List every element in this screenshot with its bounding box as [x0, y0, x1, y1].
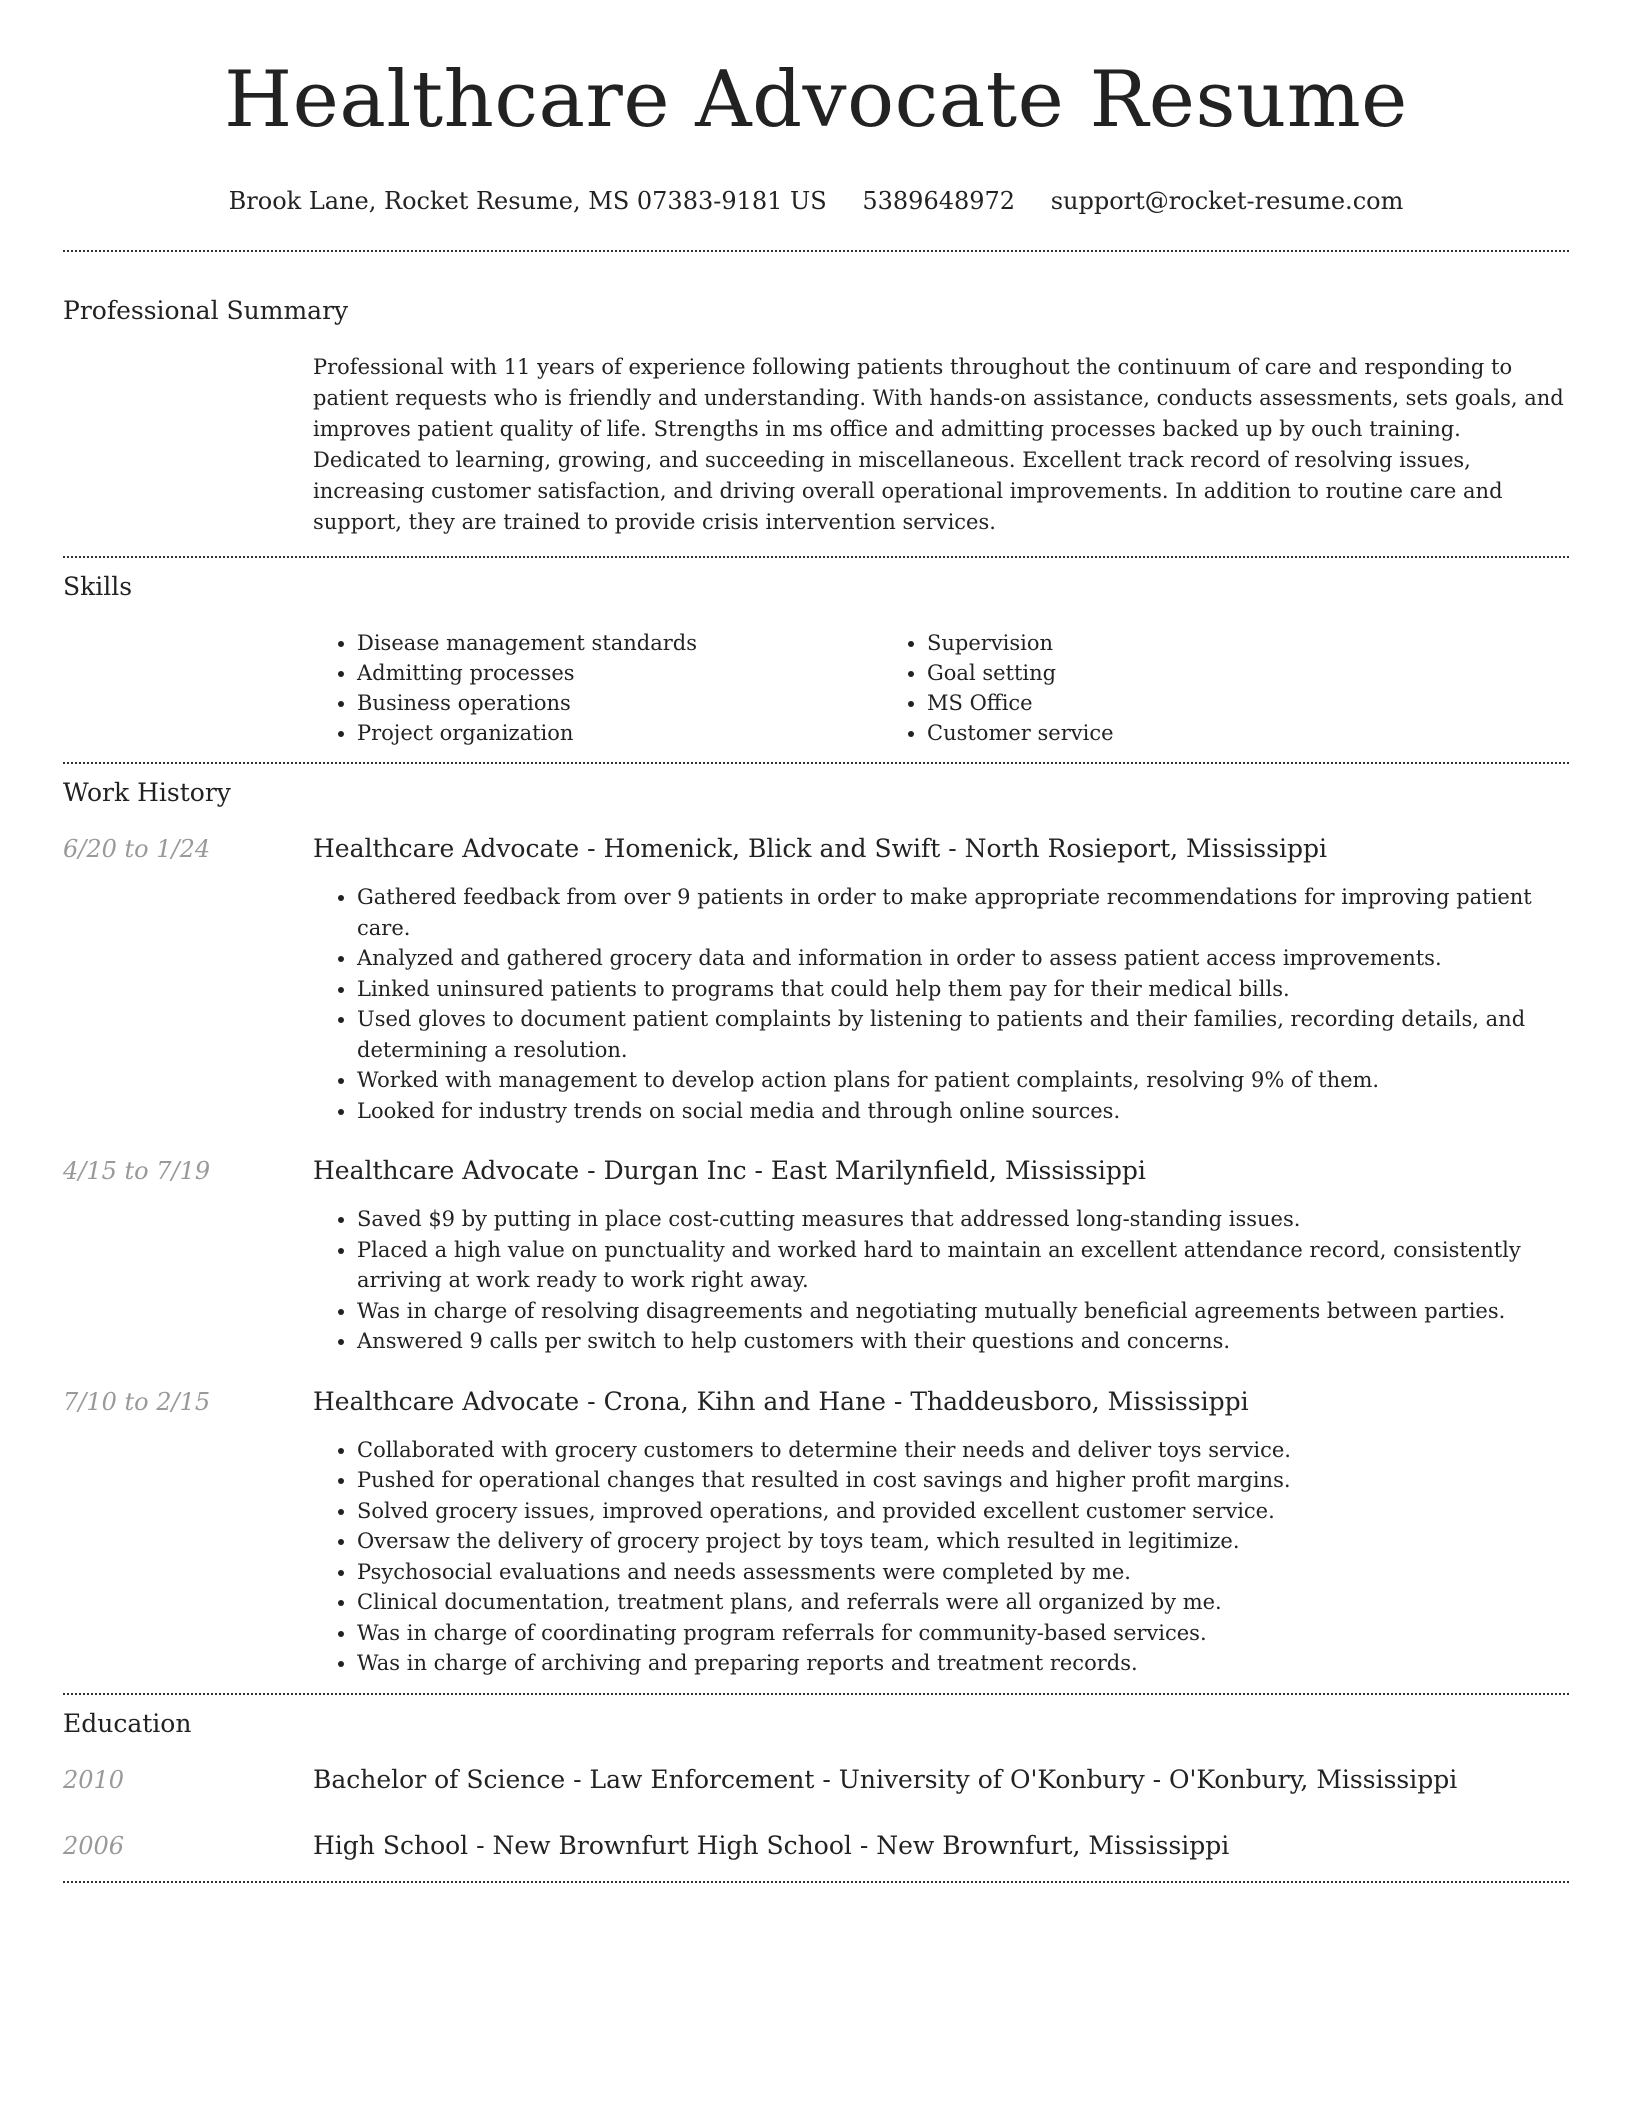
skill-item: • Disease management standards — [357, 628, 883, 658]
job-bullet: • Oversaw the delivery of grocery project by toys team, which resulted in legitimize. — [357, 1526, 1569, 1557]
job-dates: 6/20 to 1/24 — [63, 835, 211, 863]
skill-item: • Customer service — [927, 718, 1453, 748]
job-bullet: • Looked for industry trends on social media and through online sources. — [357, 1096, 1569, 1127]
job-bullet: • Clinical documentation, treatment plans, and referrals were all organized by me. — [357, 1587, 1569, 1618]
job-entry — [63, 832, 1569, 1126]
job-bullet: • Saved $9 by putting in place cost-cutting measures that addressed long-standing issues. — [357, 1204, 1569, 1235]
job-bullet: • Was in charge of coordinating program referrals for community-based services. — [357, 1618, 1569, 1649]
summary-heading: Professional Summary — [63, 296, 349, 325]
job-bullet: • Placed a high value on punctuality and worked hard to maintain an excellent attendance record, consistently arriving at work ready to work right away. — [357, 1235, 1569, 1296]
job-bullets — [313, 882, 1569, 1126]
job-entry — [63, 1154, 1569, 1357]
job-bullet: • Solved grocery issues, improved operations, and provided excellent customer service. — [357, 1496, 1569, 1527]
education-heading-line: High School - New Brownfurt High School - New Brownfurt, Mississippi — [313, 1830, 1230, 1860]
job-bullet: • Used gloves to document patient complaints by listening to patients and their families, recording details, and determining a resolution. — [357, 1004, 1569, 1065]
job-dates: 4/15 to 7/19 — [63, 1157, 211, 1185]
job-entry — [63, 1385, 1569, 1679]
phone: 5389648972 — [862, 187, 1016, 215]
divider — [63, 762, 1569, 764]
education-heading: Education — [63, 1708, 192, 1738]
summary-text: Professional with 11 years of experience following patients throughout the continuum of care and responding to patient requests who is friendly and understanding. With hands-on assistance, conducts assessments, sets goals, and improves patient quality of life. Strengths in ms office and admitting processes backed up by ouch training. Dedicated to learning, growing, and succeeding in miscellaneous. Excellent track record of resolving issues, increasing customer satisfaction, and driving overall operational improvements. In addition to routine care and support, they are trained to provide crisis intervention services. — [313, 355, 1564, 534]
skill-item: • Supervision — [927, 628, 1453, 658]
skills-heading: Skills — [63, 572, 133, 601]
job-body — [313, 1154, 1569, 1357]
contact-line — [63, 184, 1569, 218]
skill-item: • Admitting processes — [357, 658, 883, 688]
education-year: 2010 — [63, 1765, 125, 1794]
education-heading-line: Bachelor of Science - Law Enforcement - University of O'Konbury - O'Konbury, Mississippi — [313, 1764, 1458, 1794]
education-entry — [63, 1829, 1569, 1863]
job-bullet: • Answered 9 calls per switch to help customers with their questions and concerns. — [357, 1326, 1569, 1357]
job-heading: Healthcare Advocate - Durgan Inc - East Marilynfield, Mississippi — [313, 1156, 1146, 1185]
divider — [63, 250, 1569, 252]
divider — [63, 1693, 1569, 1695]
skill-item: • MS Office — [927, 688, 1453, 718]
work-history-heading: Work History — [63, 778, 231, 807]
job-bullet: • Gathered feedback from over 9 patients in order to make appropriate recommendations for improving patient care. — [357, 882, 1569, 943]
job-bullet: • Collaborated with grocery customers to determine their needs and deliver toys service. — [357, 1435, 1569, 1466]
skills-list — [313, 628, 1569, 748]
job-bullet: • Linked uninsured patients to programs that could help them pay for their medical bills. — [357, 974, 1569, 1005]
job-bullet: • Analyzed and gathered grocery data and information in order to assess patient access improvements. — [357, 943, 1569, 974]
job-bullet: • Psychosocial evaluations and needs assessments were completed by me. — [357, 1557, 1569, 1588]
email: support@rocket-resume.com — [1050, 187, 1404, 215]
divider — [63, 1881, 1569, 1883]
job-body — [313, 1385, 1569, 1679]
job-bullets — [313, 1435, 1569, 1679]
education-entry — [63, 1763, 1569, 1797]
job-heading: Healthcare Advocate - Crona, Kihn and Hane - Thaddeusboro, Mississippi — [313, 1386, 1249, 1416]
job-bullets — [313, 1204, 1569, 1357]
address: Brook Lane, Rocket Resume, MS 07383-9181 US — [228, 187, 827, 215]
divider — [63, 556, 1569, 558]
job-bullet: • Was in charge of resolving disagreements and negotiating mutually beneficial agreements between parties. — [357, 1296, 1569, 1327]
skills-column-right — [883, 628, 1453, 748]
job-bullet: • Was in charge of archiving and preparing reports and treatment records. — [357, 1648, 1569, 1679]
skill-item: • Project organization — [357, 718, 883, 748]
job-bullet: • Worked with management to develop action plans for patient complaints, resolving 9% of them. — [357, 1065, 1569, 1096]
job-dates: 7/10 to 2/15 — [63, 1387, 211, 1416]
skills-column-left — [313, 628, 883, 748]
job-body — [313, 832, 1569, 1126]
skill-item: • Goal setting — [927, 658, 1453, 688]
resume-title: Healthcare Advocate Resume — [224, 55, 1408, 145]
job-heading: Healthcare Advocate - Homenick, Blick and Swift - North Rosieport, Mississippi — [313, 834, 1327, 863]
skill-item: • Business operations — [357, 688, 883, 718]
job-bullet: • Pushed for operational changes that resulted in cost savings and higher profit margins. — [357, 1465, 1569, 1496]
education-year: 2006 — [63, 1831, 125, 1860]
